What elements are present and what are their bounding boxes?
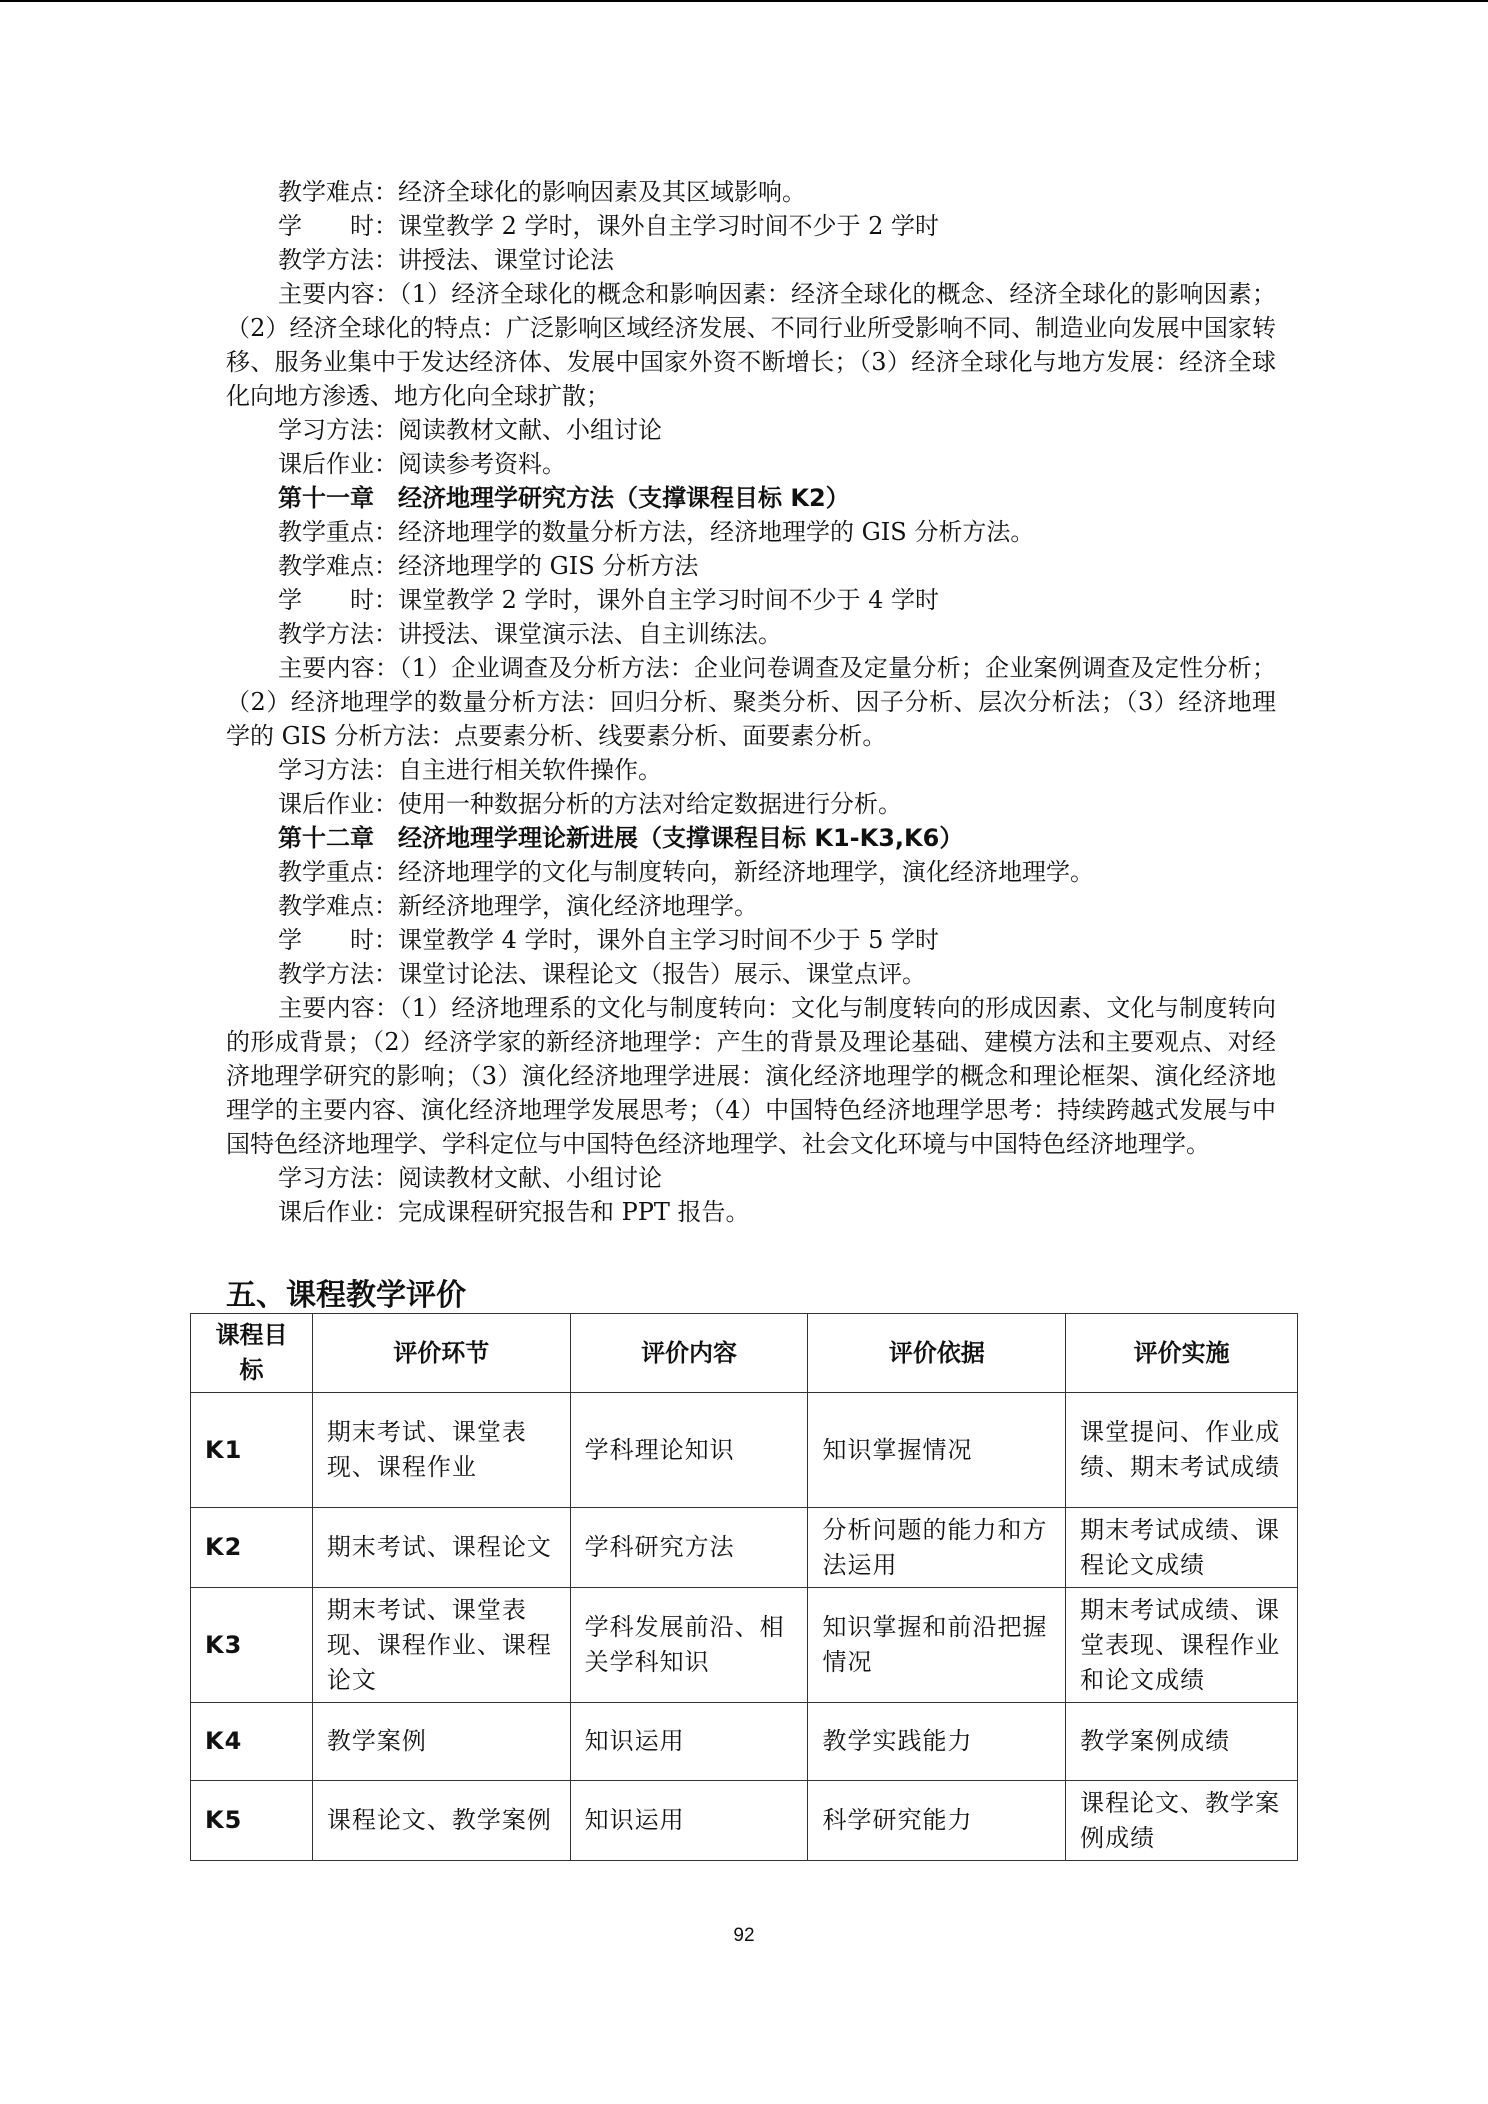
table-row bbox=[191, 1508, 1298, 1588]
ch11-difficulty: 教学难点：经济地理学的 GIS 分析方法 bbox=[278, 552, 699, 580]
table-cell: 教学实践能力 bbox=[808, 1703, 1066, 1781]
header-cell: 评价环节 bbox=[312, 1314, 570, 1393]
ch11-study: 学习方法：自主进行相关软件操作。 bbox=[278, 756, 662, 784]
table-cell: 课程论文、教学案例 bbox=[312, 1781, 570, 1861]
body-text bbox=[226, 175, 1276, 1229]
section-title: 五、课程教学评价 bbox=[226, 1278, 466, 1313]
table-cell: 课程论文、教学案例成绩 bbox=[1066, 1781, 1298, 1861]
table-cell: 期末考试成绩、课程论文成绩 bbox=[1066, 1508, 1298, 1588]
ch12-method: 教学方法：课堂讨论法、课程论文（报告）展示、课堂点评。 bbox=[278, 960, 926, 988]
table-row bbox=[191, 1393, 1298, 1508]
table-row bbox=[191, 1588, 1298, 1703]
page-number: 92 bbox=[733, 1925, 755, 1946]
ch10-homework: 课后作业：阅读参考资料。 bbox=[278, 450, 566, 478]
header-cell: 评价实施 bbox=[1066, 1314, 1298, 1393]
ch10-content: 主要内容：（1）经济全球化的概念和影响因素：经济全球化的概念、经济全球化的影响因素；（2）经济全球化的特点：广泛影响区域经济发展、不同行业所受影响不同、制造业向发展中国家转移、服务业集中于发达经济体、发展中国家外资不断增长；（3）经济全球化与地方发展：经济全球化向地方渗透、地方化向全球扩散； bbox=[226, 280, 1276, 410]
ch12-difficulty: 教学难点：新经济地理学，演化经济地理学。 bbox=[278, 892, 758, 920]
header-cell: 评价依据 bbox=[808, 1314, 1066, 1393]
table-cell: K2 bbox=[191, 1508, 313, 1588]
table-cell: 分析问题的能力和方法运用 bbox=[808, 1508, 1066, 1588]
table-cell: 知识运用 bbox=[570, 1781, 808, 1861]
table-cell: 科学研究能力 bbox=[808, 1781, 1066, 1861]
ch11-content: 主要内容：（1）企业调查及分析方法：企业问卷调查及定量分析；企业案例调查及定性分析；（2）经济地理学的数量分析方法：回归分析、聚类分析、因子分析、层次分析法；（3）经济地理学的 GIS 分析方法：点要素分析、线要素分析、面要素分析。 bbox=[226, 654, 1276, 750]
ch11-title: 第十一章 经济地理学研究方法（支撑课程目标 K2） bbox=[278, 484, 850, 512]
ch12-focus: 教学重点：经济地理学的文化与制度转向，新经济地理学，演化经济地理学。 bbox=[278, 858, 1094, 886]
table-cell: K1 bbox=[191, 1393, 313, 1508]
table-cell: 期末考试成绩、课堂表现、课程作业和论文成绩 bbox=[1066, 1588, 1298, 1703]
table-cell: K3 bbox=[191, 1588, 313, 1703]
ch10-hours: 学 时：课堂教学 2 学时，课外自主学习时间不少于 2 学时 bbox=[278, 212, 940, 240]
table-header-row bbox=[191, 1314, 1298, 1393]
table-cell: 期末考试、课堂表现、课程作业、课程论文 bbox=[312, 1588, 570, 1703]
ch10-study: 学习方法：阅读教材文献、小组讨论 bbox=[278, 416, 662, 444]
table-row bbox=[191, 1781, 1298, 1861]
table-cell: 课堂提问、作业成绩、期末考试成绩 bbox=[1066, 1393, 1298, 1508]
ch12-content: 主要内容：（1）经济地理系的文化与制度转向：文化与制度转向的形成因素、文化与制度转向的形成背景；（2）经济学家的新经济地理学：产生的背景及理论基础、建模方法和主要观点、对经济地理学研究的影响；（3）演化经济地理学进展：演化经济地理学的概念和理论框架、演化经济地理学的主要内容、演化经济地理学发展思考；（4）中国特色经济地理学思考：持续跨越式发展与中国特色经济地理学、学科定位与中国特色经济地理学、社会文化环境与中国特色经济地理学。 bbox=[226, 994, 1276, 1158]
table-cell: K4 bbox=[191, 1703, 313, 1781]
ch11-homework: 课后作业：使用一种数据分析的方法对给定数据进行分析。 bbox=[278, 790, 902, 818]
table-cell: 期末考试、课堂表现、课程作业 bbox=[312, 1393, 570, 1508]
table-cell: 学科发展前沿、相关学科知识 bbox=[570, 1588, 808, 1703]
table-cell: K5 bbox=[191, 1781, 313, 1861]
top-rule bbox=[0, 0, 1488, 2]
ch12-title: 第十二章 经济地理学理论新进展（支撑课程目标 K1-K3,K6） bbox=[278, 824, 964, 852]
ch12-study: 学习方法：阅读教材文献、小组讨论 bbox=[278, 1164, 662, 1192]
table-cell: 学科理论知识 bbox=[570, 1393, 808, 1508]
ch12-homework: 课后作业：完成课程研究报告和 PPT 报告。 bbox=[278, 1198, 750, 1226]
ch10-difficulty: 教学难点：经济全球化的影响因素及其区域影响。 bbox=[278, 178, 806, 206]
table-cell: 知识掌握情况 bbox=[808, 1393, 1066, 1508]
ch11-method: 教学方法：讲授法、课堂演示法、自主训练法。 bbox=[278, 620, 782, 648]
header-cell: 课程目标 bbox=[191, 1314, 313, 1393]
ch10-method: 教学方法：讲授法、课堂讨论法 bbox=[278, 246, 614, 274]
table-cell: 知识掌握和前沿把握情况 bbox=[808, 1588, 1066, 1703]
table-cell: 学科研究方法 bbox=[570, 1508, 808, 1588]
ch12-hours: 学 时：课堂教学 4 学时，课外自主学习时间不少于 5 学时 bbox=[278, 926, 940, 954]
table-cell: 教学案例 bbox=[312, 1703, 570, 1781]
table-cell: 期末考试、课程论文 bbox=[312, 1508, 570, 1588]
header-cell: 评价内容 bbox=[570, 1314, 808, 1393]
table-cell: 教学案例成绩 bbox=[1066, 1703, 1298, 1781]
table-cell: 知识运用 bbox=[570, 1703, 808, 1781]
ch11-hours: 学 时：课堂教学 2 学时，课外自主学习时间不少于 4 学时 bbox=[278, 586, 940, 614]
table-row bbox=[191, 1703, 1298, 1781]
ch11-focus: 教学重点：经济地理学的数量分析方法，经济地理学的 GIS 分析方法。 bbox=[278, 518, 1035, 546]
evaluation-table bbox=[190, 1313, 1298, 1861]
